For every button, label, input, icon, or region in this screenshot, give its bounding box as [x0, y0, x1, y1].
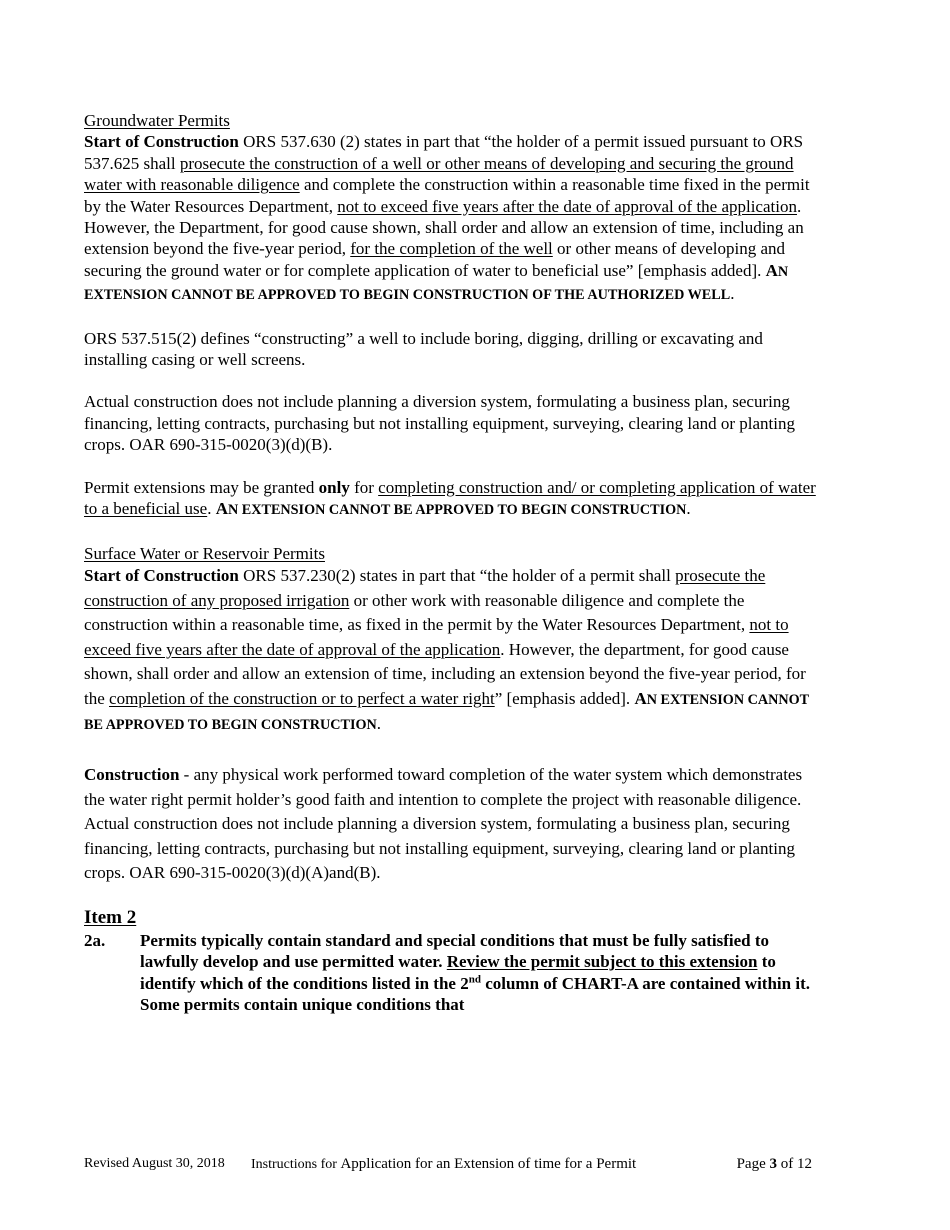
- start-label: Start of Construction: [84, 565, 239, 585]
- text: ” [emphasis added].: [494, 688, 635, 708]
- underlined-text: Review the permit subject to this extension: [446, 952, 758, 972]
- item-number: 2a.: [84, 931, 106, 951]
- text: .: [207, 499, 216, 519]
- text: column of CHART-A are contained within it. Some permits contain unique conditions that: [140, 973, 810, 1015]
- underlined-text: not to exceed five years after the date of approval of the application: [337, 196, 797, 216]
- start-label: Start of Construction: [84, 132, 239, 152]
- caps-text: N EXTENSION CANNOT BE APPROVED TO BEGIN CONSTRUCTION OF THE AUTHORIZED WELL: [84, 263, 789, 304]
- text: ORS 537.630 (2) states in part that “the holder of a permit issued pursuant to ORS 537.625 shall: [84, 132, 804, 173]
- text: Application for an Extension of time for a Permit: [340, 1156, 637, 1172]
- cap-letter: A: [634, 688, 647, 708]
- underlined-text: not to exceed five years after the date of approval of the application: [84, 615, 789, 659]
- cap-letter: A: [215, 499, 228, 519]
- groundwater-actual-construction: Actual construction does not include planning a diversion system, formulating a business plan, securing financing, letting contracts, purchasing but not installing equipment, surveying, clearing land or planting crops. OAR 690-315-0020(3)(d)(B).: [84, 392, 796, 455]
- footer-instructions: [251, 1155, 737, 1174]
- item-2a: [84, 930, 824, 1016]
- text: . However, the department, for good cause shown, shall order and allow an extension of time, including an extension beyond the five-year period, for the: [84, 639, 806, 708]
- groundwater-start-of-construction: [84, 131, 824, 306]
- page-number: [737, 1155, 812, 1174]
- caps-text: N EXTENSION CANNOT BE APPROVED TO BEGIN CONSTRUCTION: [227, 502, 687, 519]
- caps-text: N EXTENSION CANNOT BE APPROVED TO BEGIN CONSTRUCTION: [84, 691, 809, 734]
- text: of 12: [777, 1156, 812, 1172]
- text: Instructions for: [251, 1157, 341, 1172]
- superscript: nd: [468, 973, 481, 986]
- underlined-text: completion of the construction or to perfect a water right: [109, 688, 495, 708]
- underlined-text: prosecute the construction of a well or other means of developing and securing the ground water with reasonable diligence: [84, 153, 794, 195]
- cap-letter: A: [765, 260, 778, 280]
- underlined-text: prosecute the construction of any proposed irrigation: [84, 565, 766, 610]
- construction-label: Construction: [84, 765, 180, 785]
- groundwater-constructing-definition: ORS 537.515(2) defines “constructing” a well to include boring, digging, drilling or excavating and installing casing or well screens.: [84, 328, 763, 370]
- text: . However, the Department, for good cause shown, shall order and allow an extension of time, including an extension beyond the five-year period,: [84, 196, 804, 259]
- underlined-text: completing construction and/ or completing application of water to a beneficial use: [84, 477, 816, 519]
- item-2a-text: [140, 930, 824, 1016]
- construction-definition: [84, 763, 824, 886]
- bold-text: only: [318, 477, 350, 497]
- revised-date: Revised August 30, 2018: [84, 1156, 225, 1171]
- text: or other work with reasonable diligence and complete the construction within a reasonable time, as fixed in the permit by the Water Resources Department,: [84, 590, 750, 635]
- text: Permit extensions may be granted: [84, 477, 319, 497]
- text: - any physical work performed toward completion of the water system which demonstrates the water right permit holder’s good faith and intention to complete the project with reasonable diligence. Actual construction does not include planning a diversion system, formulating a business plan, securing financing, letting contracts, purchasing but not installing equipment, surveying, clearing land or planting crops. OAR 690-315-0020(3)(d)(A)and(B).: [84, 765, 803, 883]
- text: .: [376, 714, 381, 734]
- text: .: [730, 284, 735, 304]
- text: to identify which of the conditions listed in the 2: [140, 952, 776, 993]
- small-caps-warning: [215, 499, 687, 519]
- groundwater-permit-extensions: [84, 477, 824, 522]
- text: Page: [736, 1156, 770, 1172]
- groundwater-heading: Groundwater Permits: [84, 111, 230, 130]
- item-2-heading: Item 2: [84, 907, 137, 929]
- text: or other means of developing and securing the ground water or for complete application of water to beneficial use” [emphasis added].: [84, 239, 786, 280]
- page-footer: [84, 1155, 812, 1174]
- surface-water-heading: Surface Water or Reservoir Permits: [84, 543, 325, 563]
- text: ORS 537.230(2) states in part that “the holder of a permit shall: [238, 565, 676, 585]
- underlined-text: for the completion of the well: [350, 239, 553, 259]
- document-page: [84, 110, 824, 1016]
- text: Permits typically contain standard and special conditions that must be fully satisfied to lawfully develop and use permitted water.: [140, 931, 770, 972]
- surface-water-start-of-construction: [84, 564, 824, 738]
- text: .: [686, 499, 691, 519]
- current-page: 3: [769, 1156, 777, 1172]
- text: for: [349, 477, 379, 497]
- text: and complete the construction within a reasonable time fixed in the permit by the Water Resources Department,: [84, 175, 810, 216]
